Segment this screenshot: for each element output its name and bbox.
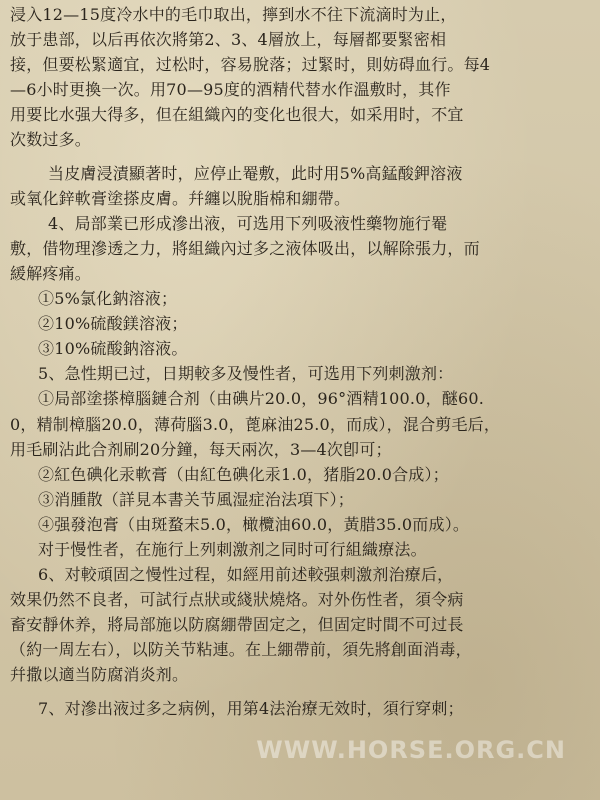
- text-line: 接，但要松緊適宜，过松时，容易脫落；过緊时，則妨碍血行。每4: [10, 55, 491, 75]
- text-line: 放于患部，以后再依次將第2、3、4層放上，每層都要緊密相: [10, 30, 447, 50]
- text-line: 当皮膚浸漬顯著时，应停止罨敷，此时用5%高錳酸鉀溶液: [48, 163, 463, 183]
- text-line: 或氧化鋅軟膏塗搽皮膚。幷纏以脫脂棉和綳帶。: [10, 188, 351, 208]
- text-line: 0，精制樟腦20.0，薄荷腦3.0，蓖麻油25.0，而成），混合剪毛后，: [10, 414, 501, 434]
- text-line: ③消腫散（詳見本書关节風湿症治法項下）；: [38, 489, 355, 509]
- body-text: [10, 2, 594, 721]
- text-line: 效果仍然不良者，可試行点狀或綫狀燒烙。对外伤性者，須令病: [10, 590, 464, 610]
- text-line: ②10%硫酸鎂溶液；: [38, 314, 188, 334]
- text-line: —6小时更換一次。用70—95度的酒精代替水作溫敷时，其作: [10, 80, 451, 100]
- text-line: 5、急性期已过，日期較多及慢性者，可选用下列刺激剂：: [38, 364, 454, 384]
- text-line: ③10%硫酸鈉溶液。: [38, 339, 188, 359]
- text-line: 敷，借物理滲透之力，將組織內过多之液体吸出，以解除張力，而: [10, 238, 480, 258]
- text-line: ①5%氯化鈉溶液；: [38, 289, 178, 309]
- text-line: ①局部塗搽樟腦鏈合剂（由碘片20.0，96°酒精100.0，醚60.: [38, 389, 485, 409]
- text-line: 用要比水强大得多，但在組織內的变化也很大，如采用时，不宜: [10, 105, 464, 125]
- text-line: 用毛刷沾此合剂刷20分鐘，每天兩次，3—4次卽可；: [10, 439, 392, 459]
- text-line: 幷撒以適当防腐消炎剂。: [10, 665, 189, 685]
- text-line: 畜安靜休养，將局部施以防腐綳帶固定之，但固定时間不可过長: [10, 615, 464, 635]
- text-line: ②紅色碘化汞軟膏（由紅色碘化汞1.0，猪脂20.0合成）；: [38, 464, 449, 484]
- text-line: 緩解疼痛。: [10, 263, 92, 283]
- text-line: 次数过多。: [10, 130, 92, 150]
- text-line: 4、局部業已形成滲出液，可选用下列吸液性藥物施行罨: [48, 213, 448, 233]
- text-line: ④强發泡膏（由斑蝥末5.0，橄欖油60.0，黃腊35.0而成）。: [38, 514, 470, 534]
- text-line: 7、对滲出液过多之病例，用第4法治療无效时，須行穿刺；: [38, 698, 464, 718]
- text-line: 6、对較頑固之慢性过程，如經用前述較强刺激剂治療后，: [38, 565, 454, 585]
- text-line: （約一周左右），以防关节粘連。在上綳帶前，須先將創面消毒，: [10, 640, 472, 660]
- watermark: WWW.HORSE.ORG.CN: [256, 736, 566, 764]
- text-line: 对于慢性者，在施行上列刺激剂之同时可行組織療法。: [38, 539, 427, 559]
- text-line: 浸入12—15度冷水中的毛巾取出，擰到水不往下流滴时为止，: [10, 5, 457, 24]
